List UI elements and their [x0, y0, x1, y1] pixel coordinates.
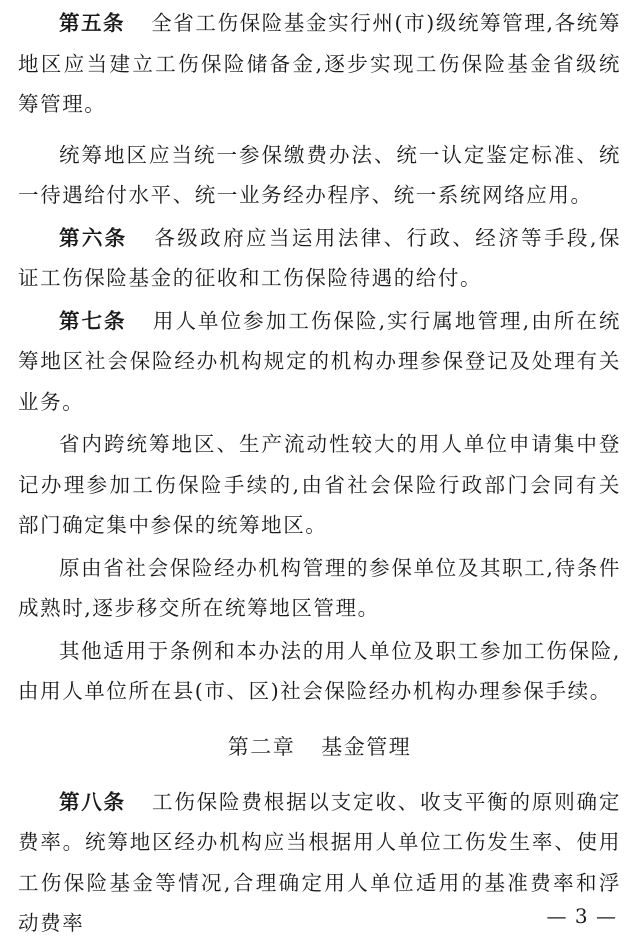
article-5-label: 第五条	[59, 11, 126, 35]
document-page	[18, 0, 621, 944]
article-7-text-3: 原由省社会保险经办机构管理的参保单位及其职工,待条件成熟时,逐步移交所在统筹地区管理。	[18, 555, 621, 620]
article-6-text: 各级政府应当运用法律、行政、经济等手段,保证工伤保险基金的征收和工伤保险待遇的给付。	[18, 225, 621, 290]
chapter-number: 第二章	[227, 734, 296, 759]
article-5-text-2: 统筹地区应当统一参保缴费办法、统一认定鉴定标准、统一待遇给付水平、统一业务经办程序、统一系统网络应用。	[18, 142, 621, 207]
article-5-paragraph-2	[18, 135, 621, 216]
article-5-paragraph	[18, 3, 621, 125]
article-8-text: 工伤保险费根据以支定收、收支平衡的原则确定费率。统筹地区经办机构应当根据用人单位工伤发生率、使用工伤保险基金等情况,合理确定用人单位适用的基准费率和浮动费率	[18, 789, 622, 935]
article-5-text: 全省工伤保险基金实行州(市)级统筹管理,各统筹地区应当建立工伤保险储备金,逐步实现工伤保险基金省级统筹管理。	[18, 11, 622, 116]
article-7-paragraph	[18, 301, 621, 423]
article-8-label: 第八条	[59, 789, 126, 814]
article-7-paragraph-4	[18, 631, 621, 712]
page-number: — 3 —	[546, 904, 617, 928]
chapter-title: 基金管理	[321, 734, 412, 759]
article-7-text-4: 其他适用于条例和本办法的用人单位及职工参加工伤保险,由用人单位所在县(市、区)社会保险经办机构办理参保手续。	[18, 638, 621, 703]
article-7-text: 用人单位参加工伤保险,实行属地管理,由所在统筹地区社会保险经办机构规定的机构办理参保登记及处理有关业务。	[18, 308, 622, 414]
article-7-text-2: 省内跨统筹地区、生产流动性较大的用人单位申请集中登记办理参加工伤保险手续的,由省社会保险行政部门会同有关部门确定集中参保的统筹地区。	[18, 432, 621, 537]
chapter-heading	[18, 727, 621, 767]
article-7-paragraph-2	[18, 424, 621, 546]
article-8-paragraph	[18, 782, 621, 944]
article-6-label: 第六条	[59, 225, 128, 250]
article-7-paragraph-3	[18, 548, 621, 629]
article-6-paragraph	[18, 218, 621, 299]
article-7-label: 第七条	[59, 308, 127, 333]
